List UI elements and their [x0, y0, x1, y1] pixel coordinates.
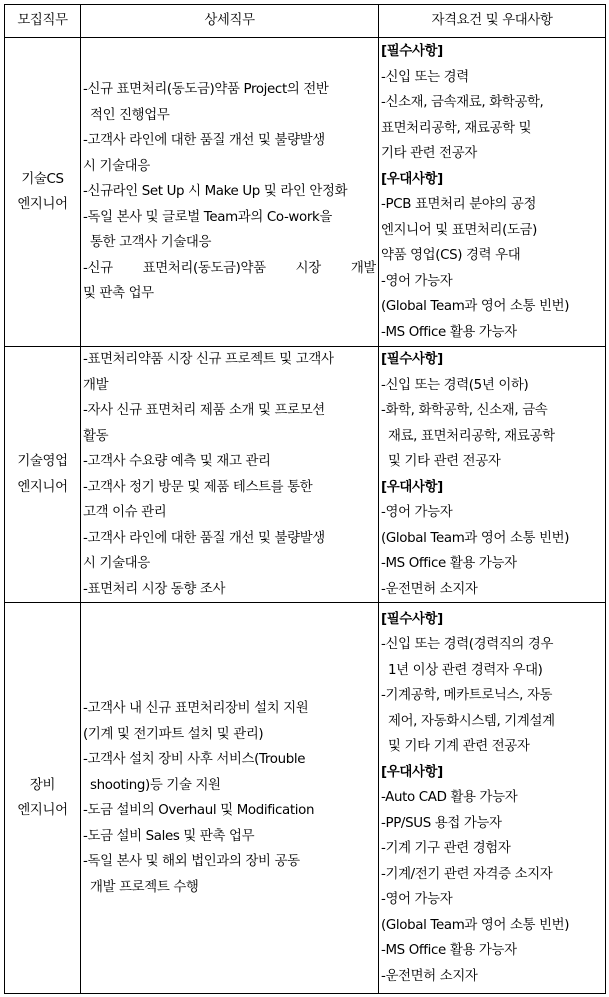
duty-line: -고객사 라인에 대한 품질 개선 및 불량발생 — [83, 530, 325, 546]
duty-line: (기계 및 전기파트 설치 및 관리) — [83, 726, 264, 742]
requirement-line: 및 기타 기계 관련 전공자 — [388, 739, 530, 755]
preferred-heading: [우대사항] — [381, 764, 443, 780]
duty-line: 및 판촉 업무 — [83, 286, 154, 302]
duties-cell — [81, 347, 379, 603]
requirement-line: 1년 이상 관련 경력자 우대) — [388, 662, 543, 678]
duty-line: -신규 표면처리(동도금)약품 Project의 전반 — [83, 82, 329, 98]
preferred-heading: [우대사항] — [381, 479, 443, 495]
requirement-line: 기타 관련 전공자 — [381, 146, 477, 161]
duty-line: 고객 이슈 관리 — [83, 505, 167, 520]
requirement-line: 재료, 표면처리공학, 재료공학 — [388, 428, 555, 444]
duty-line: 개발 — [83, 377, 109, 393]
preferred-line: -PP/SUS 용접 가능자 — [381, 815, 502, 831]
requirements-cell — [379, 38, 606, 347]
header-role: 모집직무 — [5, 5, 81, 38]
requirement-line: 표면처리공학, 재료공학 및 — [381, 120, 532, 136]
duty-line: 시 기술대응 — [83, 158, 150, 174]
duty-line: -표면처리약품 시장 신규 프로젝트 및 고객사 — [83, 352, 334, 367]
recruitment-table — [4, 4, 606, 994]
role-name-line: 기술CS — [21, 171, 64, 187]
table-header-row — [5, 5, 606, 38]
preferred-line: 약품 영업(CS) 경력 우대 — [381, 248, 521, 263]
role-name-line: 장비 — [29, 777, 56, 793]
requirement-line: 및 기타 관련 전공자 — [388, 454, 501, 469]
requirement-line: -신입 또는 경력 — [381, 69, 469, 85]
duty-line: -고객사 라인에 대한 품질 개선 및 불량발생 — [83, 133, 325, 149]
preferred-line: (Global Team과 영어 소통 빈번) — [381, 530, 570, 546]
role-cell — [5, 603, 81, 994]
preferred-line: -Auto CAD 활용 가능자 — [381, 790, 518, 806]
requirement-line: -신입 또는 경력(5년 이하) — [381, 377, 529, 393]
requirements-cell — [379, 603, 606, 994]
duties-cell — [81, 38, 379, 347]
preferred-line: -영어 가능자 — [381, 892, 453, 908]
requirement-line: -화학, 화학공학, 신소재, 금속 — [381, 403, 548, 418]
duty-line: 활동 — [83, 428, 109, 444]
requirement-line: 제어, 자동화시스템, 기계설계 — [388, 713, 555, 729]
duty-line: -고객사 수요량 예측 및 재고 관리 — [83, 454, 271, 469]
duty-line: -고객사 정기 방문 및 제품 테스트를 통한 — [83, 479, 313, 495]
role-name-line: 엔지니어 — [17, 479, 68, 495]
duty-line: -독일 본사 및 글로벌 Team과의 Co-work을 — [83, 209, 333, 225]
duty-line: -자사 신규 표면처리 제품 소개 및 프로모션 — [83, 403, 325, 418]
header-detail: 상세직무 — [81, 5, 379, 38]
duty-line: -도금 설비의 Overhaul 및 Modification — [83, 803, 315, 818]
preferred-line: -MS Office 활용 가능자 — [381, 556, 517, 571]
preferred-line: (Global Team과 영어 소통 빈번) — [381, 299, 570, 314]
duty-line: 통한 고객사 기술대응 — [90, 235, 212, 251]
duty-line: -고객사 내 신규 표면처리장비 설치 지원 — [83, 701, 309, 716]
duty-line: -고객사 설치 장비 사후 서비스(Trouble — [83, 752, 306, 767]
preferred-line: (Global Team과 영어 소통 빈번) — [381, 917, 570, 933]
table-row — [5, 347, 606, 603]
duty-line: 시 기술대응 — [83, 556, 150, 571]
required-heading: [필수사항] — [381, 611, 443, 627]
table-row — [5, 38, 606, 347]
preferred-line: -운전면허 소지자 — [381, 581, 478, 597]
required-heading: [필수사항] — [381, 44, 443, 59]
table-row — [5, 603, 606, 994]
requirement-line: -신소재, 금속재료, 화학공학, — [381, 95, 544, 110]
preferred-line: -MS Office 활용 가능자 — [381, 324, 517, 340]
duty-line: 적인 진행업무 — [90, 107, 170, 123]
preferred-line: -PCB 표면처리 분야의 공정 — [381, 197, 537, 212]
duty-line: 개발 프로젝트 수행 — [90, 879, 199, 895]
preferred-heading: [우대사항] — [381, 171, 443, 187]
role-name-line: 기술영업 — [17, 454, 68, 469]
role-cell — [5, 347, 81, 603]
preferred-line: -기계/전기 관련 자격증 소지자 — [381, 866, 553, 882]
role-name-line: 엔지니어 — [17, 803, 68, 818]
requirement-line: -기계공학, 메카트로닉스, 자동 — [381, 688, 553, 704]
duty-line: -독일 본사 및 해외 법인과의 장비 공동 — [83, 854, 300, 869]
required-heading: [필수사항] — [381, 352, 443, 367]
role-cell — [5, 38, 81, 347]
role-name-line: 엔지니어 — [17, 197, 68, 212]
preferred-line: 엔지니어 및 표면처리(도금) — [381, 222, 537, 238]
duty-line: -도금 설비 Sales 및 판촉 업무 — [83, 828, 255, 844]
duty-line: -표면처리 시장 동향 조사 — [83, 581, 226, 597]
header-requirements: 자격요건 및 우대사항 — [379, 5, 606, 38]
duty-line: -신규 표면처리(동도금)약품 시장 개발 — [83, 260, 376, 276]
preferred-line: -MS Office 활용 가능자 — [381, 943, 517, 959]
requirements-cell — [379, 347, 606, 603]
duty-line: shooting)등 기술 지원 — [90, 777, 221, 793]
preferred-line: -영어 가능자 — [381, 505, 453, 520]
preferred-line: -운전면허 소지자 — [381, 968, 478, 984]
preferred-line: -기계 기구 관련 경험자 — [381, 841, 511, 857]
preferred-line: -영어 가능자 — [381, 273, 453, 289]
requirement-line: -신입 또는 경력(경력직의 경우 — [381, 637, 554, 653]
duties-cell — [81, 603, 379, 994]
duty-line: -신규라인 Set Up 시 Make Up 및 라인 안정화 — [83, 184, 348, 200]
